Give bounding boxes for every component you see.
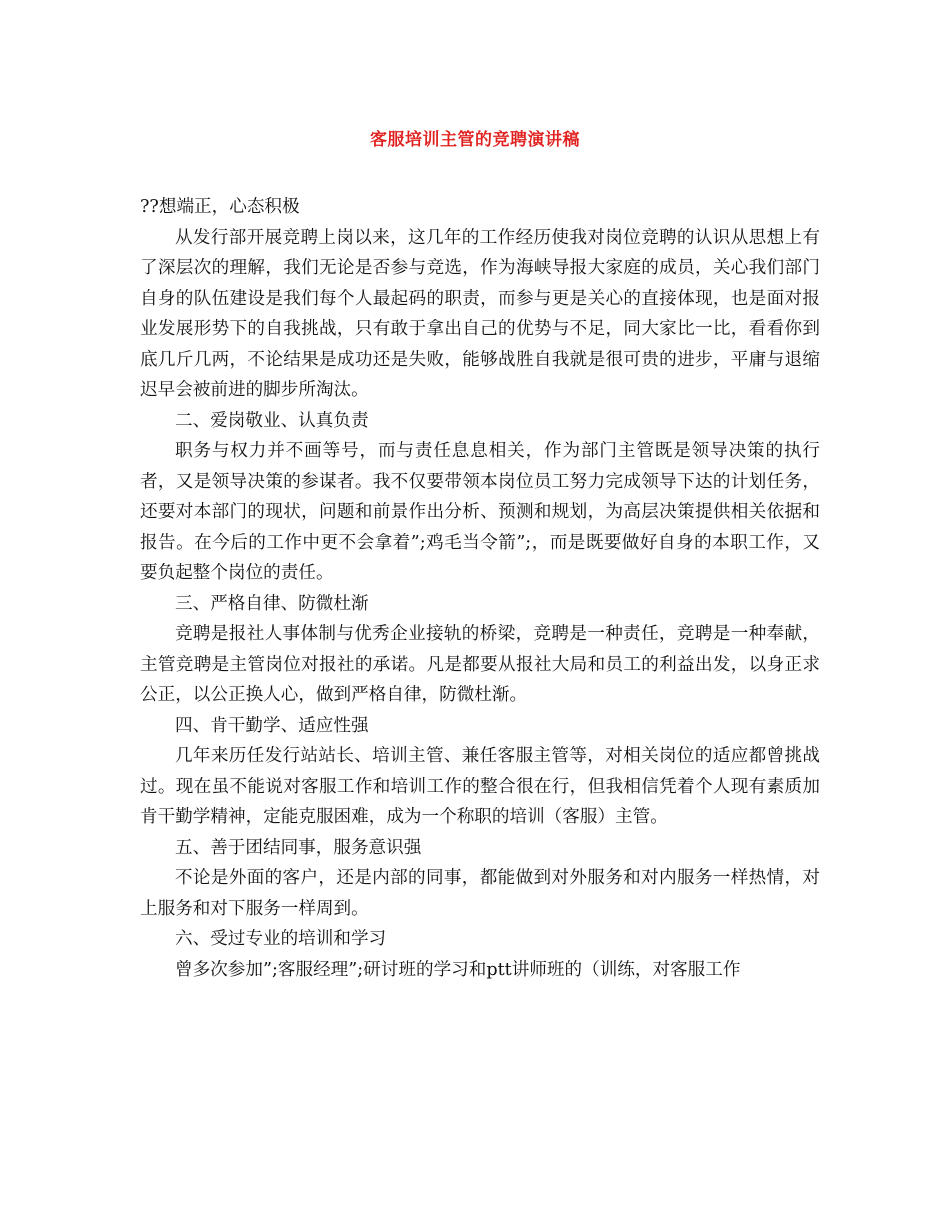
section-heading: 六、受过专业的培训和学习 [175, 929, 387, 949]
section-heading: 四、肯干勤学、适应性强 [175, 715, 369, 736]
paragraph-body: 竞聘是报社人事体制与优秀企业接轨的桥梁，竞聘是一种责任，竞聘是一种奉献，主管竞聘是主管岗位对报社的承诺。凡是都要从报社大局和员工的利益出发，以身正求公正，以公正换人心，做到严格自律，防微杜渐。 [140, 624, 820, 705]
section-heading: 三、严格自律、防微杜渐 [175, 593, 369, 614]
section-heading: 五、善于团结同事，服务意识强 [175, 837, 422, 858]
paragraph-body: 不论是外面的客户，还是内部的同事，都能做到对外服务和对内服务一样热情，对上服务和对下服务一样周到。 [140, 868, 820, 919]
document-title: 客服培训主管的竞聘演讲稿 [370, 130, 580, 150]
section-heading: 二、爱岗敬业、认真负责 [175, 410, 369, 431]
paragraph-attitude: ??想端正，心态积极 [140, 197, 300, 217]
paragraph-body: 曾多次参加”;客服经理”;研讨班的学习和ptt讲师班的（训练，对客服工作 [175, 959, 741, 980]
paragraph-body: 从发行部开展竞聘上岗以来，这几年的工作经历使我对岗位竞聘的认识从思想上有了深层次的理解，我们无论是否参与竞选，作为海峡导报大家庭的成员，关心我们部门自身的队伍建设是我们每个人最起码的职责，而参与更是关心的直接体现，也是面对报业发展形势下的自我挑战，只有敢于拿出自己的优势与不足，同大家比一比，看看你到底几斤几两，不论结果是成功还是失败，能够战胜自我就是很可贵的进步，平庸与退缩迟早会被前进的脚步所淘汰。 [140, 227, 820, 400]
document-body [140, 192, 820, 985]
paragraph-body: 几年来历任发行站站长、培训主管、兼任客服主管等，对相关岗位的适应都曾挑战过。现在虽不能说对客服工作和培训工作的整合很在行，但我相信凭着个人现有素质加肯干勤学精神，定能克服困难，成为一个称职的培训（客服）主管。 [140, 746, 820, 827]
paragraph-body: 职务与权力并不画等号，而与责任息息相关，作为部门主管既是领导决策的执行者，又是领导决策的参谋者。我不仅要带领本岗位员工努力完成领导下达的计划任务，还要对本部门的现状，问题和前景作出分析、预测和规划，为高层决策提供相关依据和报告。在今后的工作中更不会拿着”;鸡毛当令箭”;，而是既要做好自身的本职工作，又要负起整个岗位的责任。 [140, 441, 820, 583]
